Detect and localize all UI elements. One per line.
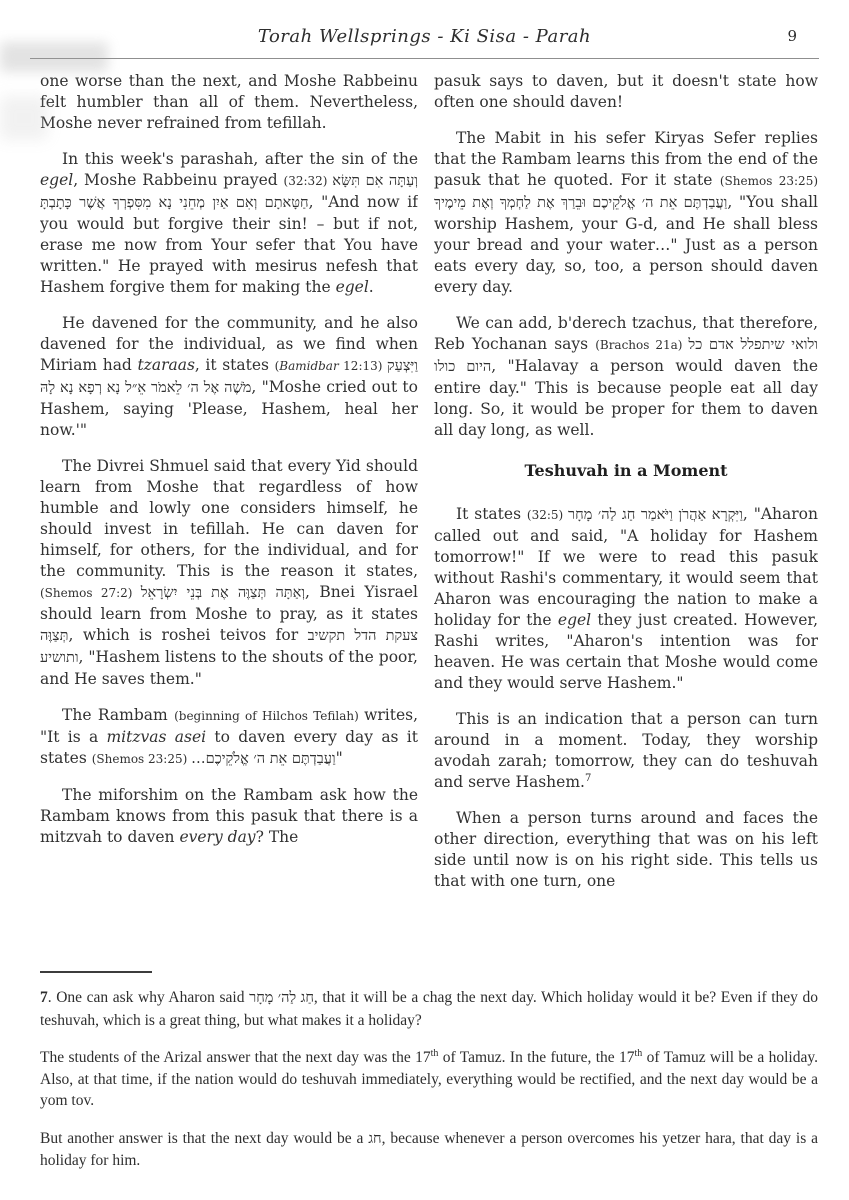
footnotes-section — [0, 987, 849, 1172]
section-heading: Teshuvah in a Moment — [524, 461, 728, 480]
scan-smudge-artifact — [0, 96, 48, 140]
right-column — [434, 71, 818, 963]
body-paragraph: We can add, b'derech tzachus, that therefore, Reb Yochanan says (Brachos 21a) ולואי שיתפלל אדם כל היום כולו, "Halavay a person would daven the entire day." This is because people eat all day long. So, it would be proper for them to daven all day long, as well. — [434, 314, 818, 439]
hebrew-phrase: וַעֲבַדְתֶּם אֵת ה׳ אֱלֹקֵיכֶם וּבֵרַךְ אֶת לַחְמְךָ וְאֶת מֵימֶיךָ — [434, 195, 728, 211]
body-paragraph: one worse than the next, and Moshe Rabbeinu felt humbler than all of them. Nevertheless, Moshe never refrained from tefillah. — [40, 72, 418, 132]
hebrew-phrase: חג — [368, 1130, 382, 1147]
hebrew-phrase: וַיִּצְעַק מֹשֶׁה אֶל ה׳ לֵאמֹר אֵ״ל נָא רְפָא נָא לָהּ — [40, 358, 418, 396]
hebrew-phrase: וַיִּקְרָא אַהֲרֹן וַיֹּאמַר חַג לַה׳ מָחָר — [568, 507, 743, 523]
body-paragraph: In this week's parashah, after the sin of the egel, Moshe Rabbeinu prayed (32:32) וְעַתָּה אִם תִּשָּׂא חַטָּאתָם וְאִם אַיִן מְחֵנִי נָא מִסִּפְרְךָ אֲשֶׁר כָּתָבְתָּ, "And now if you would but forgive their sin! – but if not, erase me now from Your sefer that You have written." He prayed with mesirus nefesh that Hashem forgive them for making the egel. — [40, 150, 418, 296]
hebrew-phrase: ולואי שיתפלל אדם כל היום כולו — [434, 337, 818, 375]
page-title: Torah Wellsprings - Ki Sisa - Parah — [257, 26, 592, 47]
hebrew-phrase: חַג לַה׳ מָחָר — [249, 990, 314, 1006]
hebrew-phrase: וַעֲבַדְתֶּם אֵת ה׳ אֱלֹקֵיכֶם… — [191, 751, 336, 767]
page-number: 9 — [787, 27, 797, 45]
hebrew-phrase: צעקת הדל תקשיב ותושיע — [40, 628, 418, 666]
footnote-paragraph: 7. One can ask why Aharon said חַג לַה׳ מָחָר, that it will be a chag the next day. Which holiday would it be? Even if they do teshuvah, which is a great thing, but what makes it a holiday? — [40, 989, 818, 1029]
body-paragraph: This is an indication that a person can turn around in a moment. Today, they worship avodah zarah; tomorrow, they can do teshuvah and serve Hashem.$^7$ — [434, 710, 818, 791]
footnote-paragraph: The students of the Arizal answer that the next day was the 17th of Tamuz. In the future, the 17th of Tamuz will be a holiday. Also, at that time, if the nation would do teshuvah immediately, everything would be rectified, and the next day would be a yom tov. — [40, 1047, 818, 1109]
footnote-separator — [40, 971, 152, 973]
body-paragraph: When a person turns around and faces the other direction, everything that was on his left side until now is on his right side. This tells us that with one turn, one — [434, 809, 818, 890]
hebrew-phrase: תְּצַוֶּה — [40, 628, 69, 644]
body-paragraph: It states (32:5) וַיִּקְרָא אַהֲרֹן וַיֹּאמַר חַג לַה׳ מָחָר, "Aharon called out and said, "A holiday for Hashem tomorrow!" If we were to read this pasuk without Rashi's commentary, it would seem that Aharon was encouraging the nation to make a holiday for the egel they just created. However, Rashi writes, "Aharon's intention was for heaven. He was certain that Moshe would come and they would serve Hashem." — [434, 505, 818, 692]
hebrew-phrase: וְאַתָּה תְּצַוֶּה אֶת בְּנֵי יִשְׂרָאֵל — [140, 585, 306, 601]
page-header — [0, 0, 849, 52]
footnote-paragraph: But another answer is that the next day would be a חג, because whenever a person overcomes his yetzer hara, that day is a holiday for him. — [40, 1129, 818, 1169]
body-paragraph: The Mabit in his sefer Kiryas Sefer replies that the Rambam learns this from the end of the pasuk that he quoted. For it state (Shemos 23:25) וַעֲבַדְתֶּם אֵת ה׳ אֱלֹקֵיכֶם וּבֵרַךְ אֶת לַחְמְךָ וְאֶת מֵימֶיךָ, "You shall worship Hashem, your G-d, and He shall bless your bread and your water…" Just as a person eats every day, so, too, a person should daven every day. — [434, 129, 818, 296]
body-paragraph: The miforshim on the Rambam ask how the Rambam knows from this pasuk that there is a mitzvah to daven every day? The — [40, 786, 418, 846]
body-paragraph: He davened for the community, and he also davened for the individual, as we find when Miriam had tzaraas, it states (Bamidbar 12:13) וַיִּצְעַק מֹשֶׁה אֶל ה׳ לֵאמֹר אֵ״ל נָא רְפָא נָא לָהּ, "Moshe cried out to Hashem, saying 'Please, Hashem, heal her now.'" — [40, 314, 418, 439]
body-paragraph: The Rambam (beginning of Hilchos Tefilah) writes, "It is a mitzvas asei to daven every day as it states (Shemos 23:25) וַעֲבַדְתֶּם אֵת ה׳ אֱלֹקֵיכֶם…" — [40, 706, 418, 767]
body-paragraph: The Divrei Shmuel said that every Yid should learn from Moshe that regardless of how humble and lowly one considers himself, he should invest in tefillah. He can daven for himself, for others, for the individual, and for the community. This is the reason it states, (Shemos 27:2) וְאַתָּה תְּצַוֶּה אֶת בְּנֵי יִשְׂרָאֵל, Bnei Yisrael should learn from Moshe to pray, as it states תְּצַוֶּה, which is roshei teivos for צעקת הדל תקשיב ותושיע, "Hashem listens to the shouts of the poor, and He saves them." — [40, 457, 418, 688]
hebrew-phrase: וְעַתָּה אִם תִּשָּׂא חַטָּאתָם וְאִם אַיִן מְחֵנִי נָא מִסִּפְרְךָ אֲשֶׁר כָּתָבְתָּ — [40, 173, 418, 211]
left-column — [40, 71, 418, 963]
text-columns — [0, 59, 849, 963]
body-paragraph: pasuk says to daven, but it doesn't state how often one should daven! — [434, 72, 818, 111]
